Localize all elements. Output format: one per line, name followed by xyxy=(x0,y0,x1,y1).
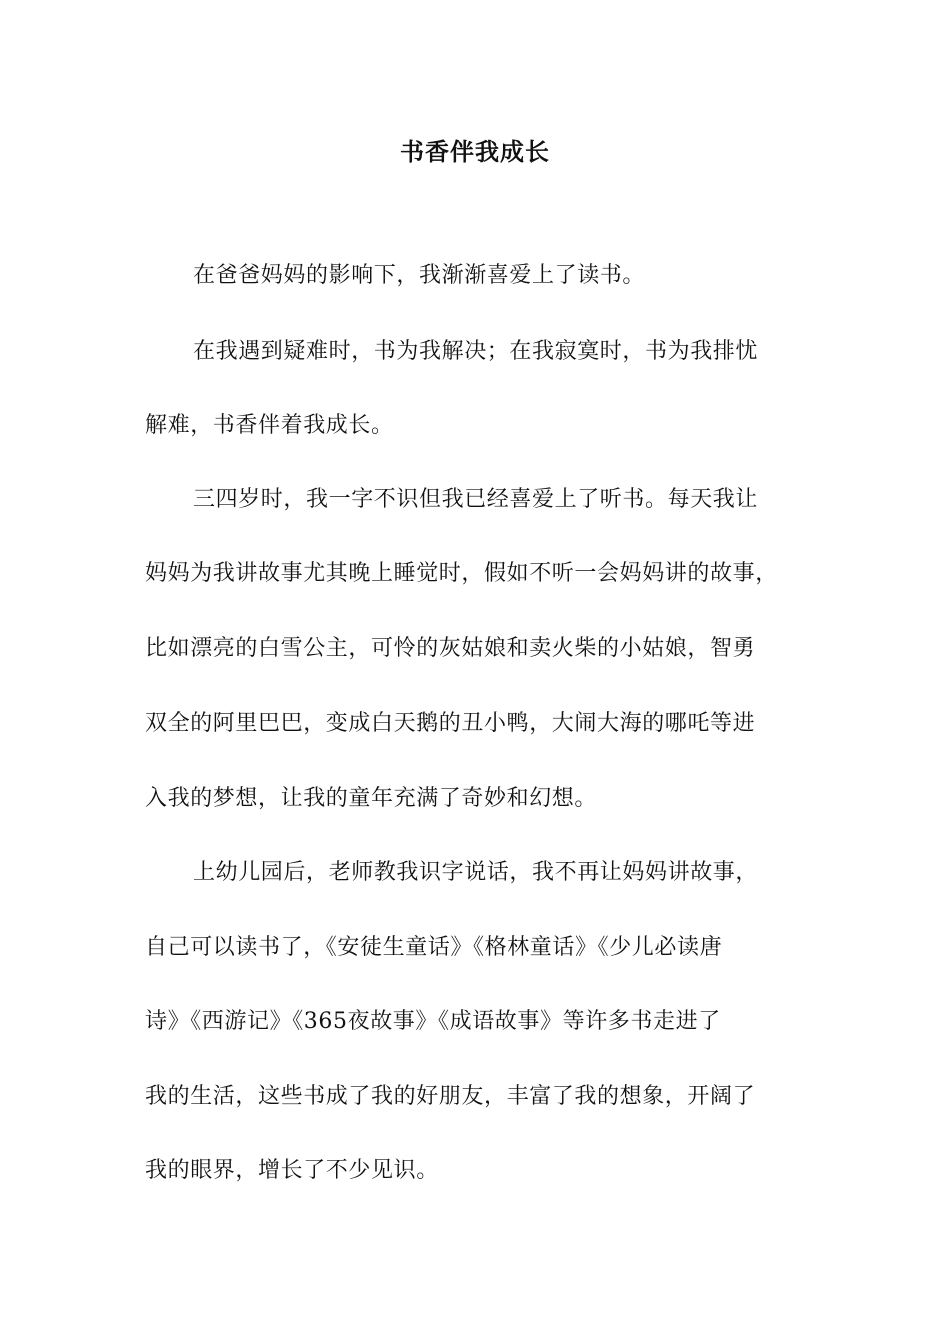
paragraph-line: 自己可以读书了，《安徒生童话》《格林童话》《少儿必读唐 xyxy=(145,935,723,960)
paragraph-line: 上幼儿园后，老师教我识字说话，我不再让妈妈讲故事， xyxy=(193,860,759,885)
paragraph-line: 入我的梦想，让我的童年充满了奇妙和幻想。 xyxy=(145,786,598,811)
paragraph-line: 在我遇到疑难时，书为我解决；在我寂寞时，书为我排忧 xyxy=(193,339,759,364)
paragraph-line: 三四岁时，我一字不识但我已经喜爱上了听书。每天我让 xyxy=(193,487,759,512)
paragraph-line: 双全的阿里巴巴，变成白天鹅的丑小鸭，大闹大海的哪吒等进 xyxy=(145,711,756,736)
paragraph-line: 解难，书香伴着我成长。 xyxy=(145,413,394,438)
paragraph-line: 在爸爸妈妈的影响下，我渐渐喜爱上了读书。 xyxy=(193,263,646,288)
paragraph-line: 我的生活，这些书成了我的好朋友，丰富了我的想象，开阔了 xyxy=(145,1084,756,1109)
paragraph-line: 我的眼界，增长了不少见识。 xyxy=(145,1158,439,1183)
paragraph-line: 妈妈为我讲故事尤其晚上睡觉时，假如不听一会妈妈讲的故事， xyxy=(145,561,778,586)
paragraph-line: 诗》《西游记》《365夜故事》《成语故事》等许多书走进了 xyxy=(145,1009,721,1034)
document-title: 书香伴我成长 xyxy=(400,137,550,166)
paragraph-line: 比如漂亮的白雪公主，可怜的灰姑娘和卖火柴的小姑娘，智勇 xyxy=(145,636,756,661)
